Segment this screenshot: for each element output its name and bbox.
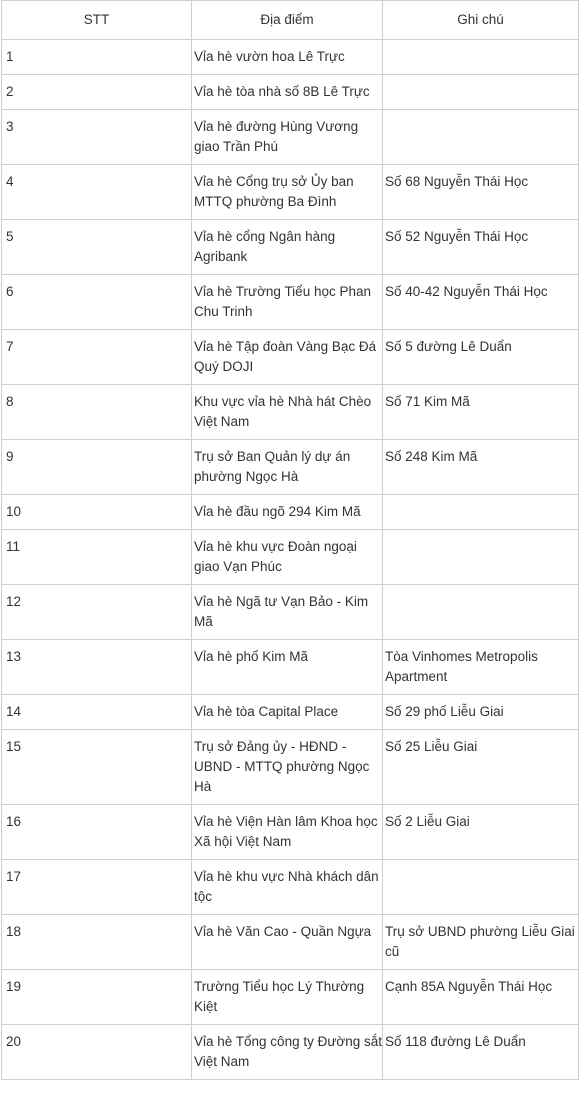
table-row [2,1025,579,1080]
row-note: Số 5 đường Lê Duẩn [383,330,579,385]
row-location: Vỉa hè Viện Hàn lâm Khoa học Xã hội Việt Nam [192,805,383,860]
row-stt: 2 [2,75,192,110]
row-stt: 14 [2,695,192,730]
row-location: Vỉa hè Tập đoàn Vàng Bạc Đá Quý DOJI [192,330,383,385]
row-stt: 16 [2,805,192,860]
table-row [2,330,579,385]
row-stt: 20 [2,1025,192,1080]
row-stt: 7 [2,330,192,385]
row-note: Số 40-42 Nguyễn Thái Học [383,275,579,330]
table-row [2,530,579,585]
row-note: Trụ sở UBND phường Liễu Giai cũ [383,915,579,970]
row-location: Vỉa hè Ngã tư Vạn Bảo - Kim Mã [192,585,383,640]
row-location: Vỉa hè vườn hoa Lê Trực [192,40,383,75]
row-note [383,530,579,585]
row-note: Số 29 phố Liễu Giai [383,695,579,730]
table-header-row [2,1,579,40]
header-stt: STT [2,1,192,40]
table-row [2,220,579,275]
table-row [2,440,579,495]
table-row [2,75,579,110]
row-location: Vỉa hè khu vực Nhà khách dân tộc [192,860,383,915]
row-stt: 6 [2,275,192,330]
row-note [383,585,579,640]
row-stt: 12 [2,585,192,640]
table-row [2,915,579,970]
table-row [2,970,579,1025]
table-row [2,110,579,165]
row-note [383,495,579,530]
table-row [2,730,579,805]
row-location: Vỉa hè Văn Cao - Quần Ngựa [192,915,383,970]
table-row [2,275,579,330]
table-row [2,495,579,530]
table-row [2,695,579,730]
row-note: Số 68 Nguyễn Thái Học [383,165,579,220]
row-stt: 11 [2,530,192,585]
table-row [2,640,579,695]
table-row [2,805,579,860]
table-row [2,385,579,440]
row-stt: 5 [2,220,192,275]
table-row [2,860,579,915]
row-location: Khu vực vỉa hè Nhà hát Chèo Việt Nam [192,385,383,440]
row-note [383,75,579,110]
row-location: Trụ sở Ban Quản lý dự án phường Ngọc Hà [192,440,383,495]
row-stt: 4 [2,165,192,220]
row-stt: 3 [2,110,192,165]
header-location: Địa điểm [192,1,383,40]
row-location: Vỉa hè Cổng trụ sở Ủy ban MTTQ phường Ba Đình [192,165,383,220]
header-note: Ghi chú [383,1,579,40]
row-location: Vỉa hè đầu ngõ 294 Kim Mã [192,495,383,530]
row-note: Số 71 Kim Mã [383,385,579,440]
row-note [383,110,579,165]
row-location: Trường Tiểu học Lý Thường Kiệt [192,970,383,1025]
row-note: Số 2 Liễu Giai [383,805,579,860]
row-location: Vỉa hè Tổng công ty Đường sắt Việt Nam [192,1025,383,1080]
row-note: Số 118 đường Lê Duẩn [383,1025,579,1080]
row-stt: 13 [2,640,192,695]
row-stt: 15 [2,730,192,805]
row-location: Vỉa hè tòa Capital Place [192,695,383,730]
row-note [383,40,579,75]
row-note: Cạnh 85A Nguyễn Thái Học [383,970,579,1025]
locations-table [1,0,579,1080]
row-stt: 1 [2,40,192,75]
row-location: Trụ sở Đảng ủy - HĐND - UBND - MTTQ phường Ngọc Hà [192,730,383,805]
row-location: Vỉa hè cổng Ngân hàng Agribank [192,220,383,275]
row-stt: 9 [2,440,192,495]
row-location: Vỉa hè Trường Tiểu học Phan Chu Trinh [192,275,383,330]
row-stt: 18 [2,915,192,970]
row-location: Vỉa hè đường Hùng Vương giao Trần Phú [192,110,383,165]
row-note: Tòa Vinhomes Metropolis Apartment [383,640,579,695]
row-note: Số 25 Liễu Giai [383,730,579,805]
row-location: Vỉa hè khu vực Đoàn ngoại giao Vạn Phúc [192,530,383,585]
row-stt: 8 [2,385,192,440]
row-stt: 19 [2,970,192,1025]
row-location: Vỉa hè phố Kim Mã [192,640,383,695]
table-body [2,40,579,1080]
row-note: Số 248 Kim Mã [383,440,579,495]
row-note: Số 52 Nguyễn Thái Học [383,220,579,275]
row-location: Vỉa hè tòa nhà số 8B Lê Trực [192,75,383,110]
table-row [2,585,579,640]
table-row [2,40,579,75]
table-row [2,165,579,220]
row-note [383,860,579,915]
row-stt: 17 [2,860,192,915]
row-stt: 10 [2,495,192,530]
